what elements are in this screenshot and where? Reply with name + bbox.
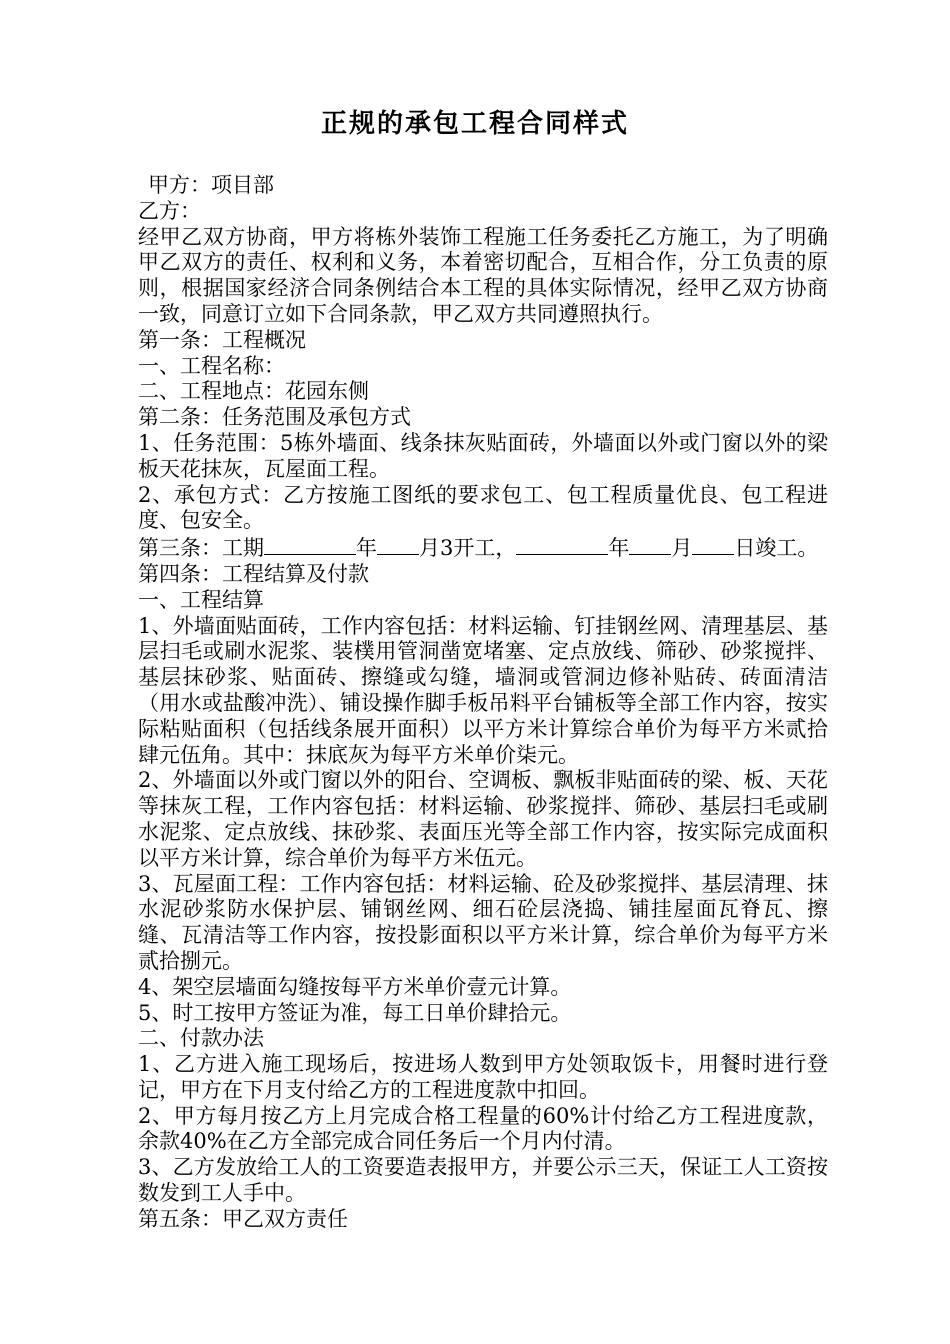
settlement-item-2: 2、外墙面以外或门窗以外的阳台、空调板、飘板非贴面砖的梁、板、天花等抹灰工程，工作内容包括：材料运输、砂浆搅拌、筛砂、基层扫毛或刷水泥浆、定点放线、抹砂浆、表面压光等全部工作内容，按实际完成面积以平方米计算，综合单价为每平方米伍元。 xyxy=(138,768,828,870)
settlement-item-3: 3、瓦屋面工程：工作内容包括：材料运输、砼及砂浆搅拌、基层清理、抹水泥砂浆防水保护层、铺钢丝网、细石砼层浇捣、铺挂屋面瓦脊瓦、擦缝、瓦清洁等工作内容，按投影面积以平方米计算，综合单价为每平方米贰拾捌元。 xyxy=(138,871,828,973)
article-1-heading: 第一条：工程概况 xyxy=(138,327,306,352)
article-3-duration xyxy=(138,534,828,562)
page-title: 正规的承包工程合同样式 xyxy=(320,109,629,139)
payment-subheading: 二、付款办法 xyxy=(138,1026,264,1051)
end-day-blank xyxy=(692,534,734,555)
contract-mode-paragraph: 2、承包方式：乙方按施工图纸的要求包工、包工程质量优良、包工程进度、包安全。 xyxy=(138,482,828,533)
settlement-item-5: 5、时工按甲方签证为准，每工日单价肆拾元。 xyxy=(138,1000,572,1025)
end-month-blank xyxy=(629,534,671,555)
start-year-unit: 年 xyxy=(356,536,377,561)
project-location-line: 二、工程地点：花园东侧 xyxy=(138,379,369,404)
end-year-blank xyxy=(516,534,608,555)
contract-body xyxy=(138,173,828,1233)
settlement-item-1: 1、外墙面贴面砖，工作内容包括：材料运输、钉挂钢丝网、清理基层、基层扫毛或刷水泥浆、装樸用管洞凿宽堵塞、定点放线、筛砂、砂浆搅拌、基层抹砂浆、贴面砖、擦缝或勾缝，墙洞或管洞边修补贴砖、砖面清洁（用水或盐酸冲洗）、铺设操作脚手板吊料平台铺板等全部工作内容，按实际粘贴面积（包括线条展开面积）以平方米计算综合单价为每平方米贰拾肆元伍角。其中：抹底灰为每平方米单价柒元。 xyxy=(138,613,828,767)
task-scope-paragraph: 1、任务范围：5栋外墙面、线条抹灰贴面砖，外墙面以外或门窗以外的梁板天花抹灰，瓦屋面工程。 xyxy=(138,430,828,481)
payment-item-3: 3、乙方发放给工人的工资要造表报甲方，并要公示三天，保证工人工资按数发到工人手中。 xyxy=(138,1155,828,1206)
settlement-item-4: 4、架空层墙面勾缝按每平方米单价壹元计算。 xyxy=(138,974,572,999)
party-b-line: 乙方： xyxy=(138,198,201,223)
start-text: 月3开工， xyxy=(419,536,517,561)
party-a-line: 甲方：项目部 xyxy=(148,173,274,197)
duration-label: 第三条：工期 xyxy=(138,536,264,561)
settlement-subheading: 一、工程结算 xyxy=(138,587,264,612)
start-month-blank xyxy=(377,534,419,555)
article-2-heading: 第二条：任务范围及承包方式 xyxy=(138,405,411,430)
payment-item-1: 1、乙方进入施工现场后，按进场人数到甲方处领取饭卡，用餐时进行登记，甲方在下月支付给乙方的工程进度款中扣回。 xyxy=(138,1052,828,1102)
article-5-heading: 第五条：甲乙双方责任 xyxy=(138,1206,348,1231)
intro-paragraph: 经甲乙双方协商，甲方将栋外装饰工程施工任务委托乙方施工，为了明确甲乙双方的责任、权利和义务，本着密切配合，互相合作，分工负责的原则，根据国家经济合同条例结合本工程的具体实际情况，经甲乙双方协商一致，同意订立如下合同条款，甲乙双方共同遵照执行。 xyxy=(138,224,828,326)
payment-item-2: 2、甲方每月按乙方上月完成合格工程量的60%计付给乙方工程进度款，余款40%在乙方全部完成合同任务后一个月内付清。 xyxy=(138,1103,828,1154)
start-year-blank xyxy=(264,534,356,555)
project-name-line: 一、工程名称： xyxy=(138,353,285,378)
end-year-unit: 年 xyxy=(608,536,630,561)
end-month-unit: 月 xyxy=(671,536,693,561)
end-text: 日竣工。 xyxy=(734,536,819,561)
article-4-heading: 第四条：工程结算及付款 xyxy=(138,561,369,586)
